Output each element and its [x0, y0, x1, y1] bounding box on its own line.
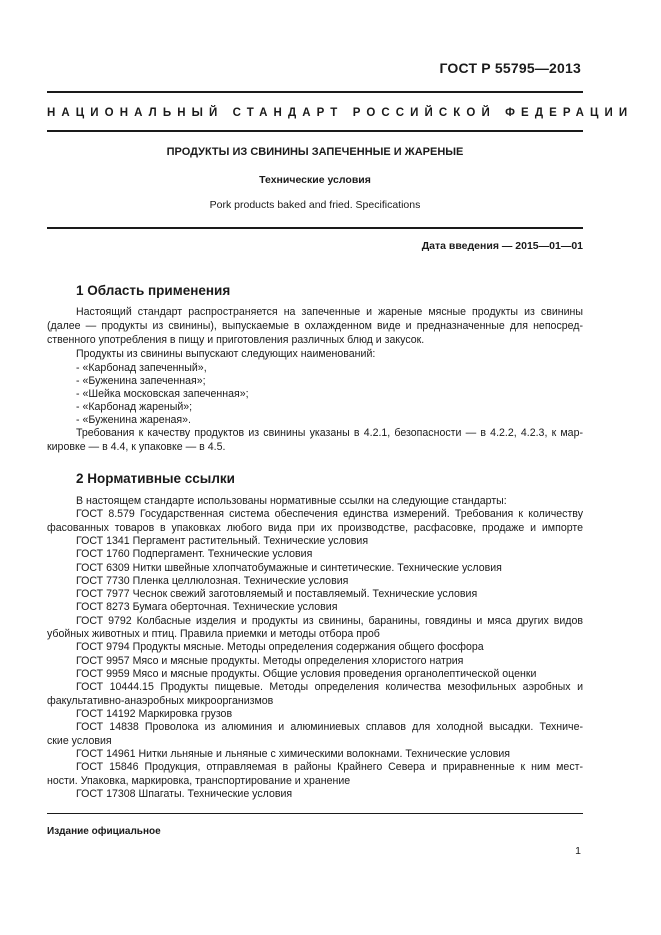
section-2-heading: 2 Нормативные ссылки — [76, 471, 235, 486]
reference-item: ГОСТ 1760 Подпергамент. Технические условия — [76, 548, 313, 560]
reference-item: ГОСТ 9957 Мясо и мясные продукты. Методы определения хлористого натрия — [76, 655, 464, 667]
reference-item: ГОСТ 7977 Чеснок свежий заготовляемый и поставляемый. Технические условия — [76, 588, 478, 600]
reference-item: ГОСТ 7730 Пленка целлюлозная. Технические условия — [76, 575, 349, 587]
list-item: - «Шейка московская запеченная»; — [76, 388, 249, 400]
text-line: Продукты из свинины выпускают следующих наименований: — [76, 348, 376, 360]
introduction-date: Дата введения — 2015—01—01 — [421, 240, 583, 252]
reference-item: ГОСТ 9794 Продукты мясные. Методы определения содержания общего фосфора — [76, 641, 484, 653]
document-title: ПРОДУКТЫ ИЗ СВИНИНЫ ЗАПЕЧЕННЫЕ И ЖАРЕНЫЕ — [166, 146, 464, 158]
text-line: (далее — продукты из свинины), выпускаемые в охлажденном виде и предназначенные для непосред- — [47, 320, 583, 332]
reference-item: ГОСТ 8273 Бумага оберточная. Технические условия — [76, 601, 338, 613]
title-rule — [47, 227, 583, 229]
section-1-heading: 1 Область применения — [76, 283, 231, 298]
reference-item-continuation: фасованных товаров в упаковках любого вида при их производстве, расфасовке, продаже и импорте — [47, 522, 583, 534]
text-line: ственного употребления в пищу и приготовления различных блюд и закусок. — [47, 334, 425, 346]
text-line: В настоящем стандарте использованы нормативные ссылки на следующие стандарты: — [76, 495, 507, 507]
national-standard-banner: НАЦИОНАЛЬНЫЙ СТАНДАРТ РОССИЙСКОЙ ФЕДЕРАЦИИ — [47, 107, 634, 119]
page-number: 1 — [575, 845, 581, 857]
footer-rule — [47, 813, 583, 814]
reference-item: ГОСТ 6309 Нитки швейные хлопчатобумажные и синтетические. Технические условия — [76, 562, 502, 574]
reference-item-continuation: ские условия — [47, 735, 112, 747]
reference-item: ГОСТ 9792 Колбасные изделия и продукты из свинины, баранины, говядины и мяса других видов — [76, 615, 583, 627]
reference-item: ГОСТ 14838 Проволока из алюминия и алюминиевых сплавов для холодной высадки. Техниче- — [76, 721, 583, 733]
document-subtitle: Технические условия — [259, 174, 371, 186]
list-item: - «Буженина жареная». — [76, 414, 192, 426]
reference-item-continuation: факультативно-анаэробных микроорганизмов — [47, 695, 274, 707]
list-item: - «Карбонад запеченный», — [76, 362, 207, 374]
reference-item: ГОСТ 15846 Продукция, отправляемая в районы Крайнего Севера и приравненные к ним мест- — [76, 761, 583, 773]
list-item: - «Буженина запеченная»; — [76, 375, 206, 387]
reference-item: ГОСТ 14961 Нитки льняные и льняные с химическими волокнами. Технические условия — [76, 748, 510, 760]
reference-item: ГОСТ 10444.15 Продукты пищевые. Методы определения количества мезофильных аэробных и — [76, 681, 583, 693]
list-item: - «Карбонад жареный»; — [76, 401, 193, 413]
reference-item: ГОСТ 8.579 Государственная система обеспечения единства измерений. Требования к количеству — [76, 508, 583, 520]
text-line: Требования к качеству продуктов из свинины указаны в 4.2.1, безопасности — в 4.2.2, 4.2.3, к мар- — [76, 427, 583, 439]
official-edition-label: Издание официальное — [47, 826, 161, 837]
reference-item-continuation: ности. Упаковка, маркировка, транспортирование и хранение — [47, 775, 351, 787]
reference-item: ГОСТ 17308 Шпагаты. Технические условия — [76, 788, 293, 800]
reference-item: ГОСТ 1341 Пергамент растительный. Технические условия — [76, 535, 369, 547]
header-rule-bottom — [47, 130, 583, 132]
header-rule-top — [47, 91, 583, 93]
document-title-english: Pork products baked and fried. Specifications — [209, 199, 421, 211]
reference-item-continuation: убойных животных и птиц. Правила приемки и методы отбора проб — [47, 628, 380, 640]
text-line: Настоящий стандарт распространяется на запеченные и жареные мясные продукты из свинины — [76, 306, 583, 318]
text-line: кировке — в 4.4, к упаковке — в 4.5. — [47, 441, 226, 453]
reference-item: ГОСТ 9959 Мясо и мясные продукты. Общие условия проведения органолептической оценки — [76, 668, 537, 680]
reference-item: ГОСТ 14192 Маркировка грузов — [76, 708, 233, 720]
gost-number: ГОСТ Р 55795—2013 — [439, 60, 581, 76]
